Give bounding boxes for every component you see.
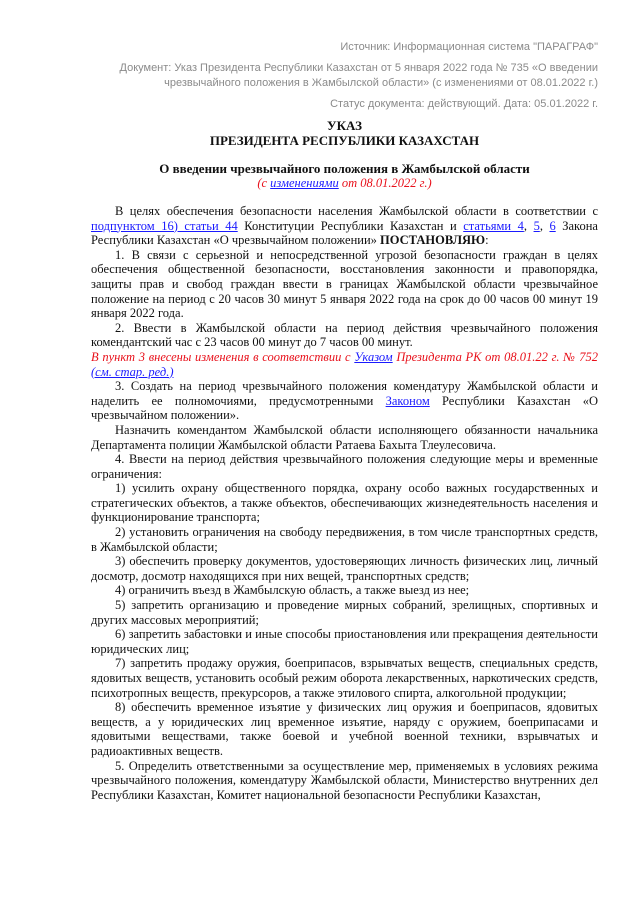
paragraph-3-text: 3. Создать на период чрезвычайного положения комендатуру Жамбылской области и наделить ее полномочиями, предусмотренными xyxy=(91,379,598,408)
document-info: Документ: Указ Президента Республики Казахстан от 5 января 2022 года № 735 «О введении чрезвычайного положения в Жамбылской области» (с изменениями от 08.01.2022 г.) xyxy=(119,62,598,89)
article-5-link[interactable]: 5 xyxy=(533,218,540,233)
decree-keyword: ПОСТАНОВЛЯЮ xyxy=(380,233,486,248)
measure-item: 6) запретить забастовки и иные способы приостановления или прекращения деятельности юридических лиц; xyxy=(91,627,598,656)
measure-item: 8) обеспечить временное изъятие у физических лиц оружия и боеприпасов, ядовитых веществ, а у юридических лиц временное изъятие, наряду с оружием, боеприпасами и ядовитыми веществами, также боевой и учебной военной техники, взрывчатых и радиоактивных веществ. xyxy=(91,700,598,758)
measure-item: 1) усилить охрану общественного порядка, охрану особо важных государственных и стратегических объектов, а также объектов, обеспечивающих жизнедеятельность населения и функционирование транспорта; xyxy=(91,481,598,525)
article-4-link[interactable]: статьями 4 xyxy=(463,218,524,233)
article-6-link[interactable]: 6 xyxy=(549,218,556,233)
preamble-text: Закона Республики Казахстан «О чрезвычайном положении» xyxy=(91,218,598,248)
separator: , xyxy=(523,218,534,233)
law-link[interactable]: Законом xyxy=(385,393,430,408)
paragraph-4: 4. Ввести на период действия чрезвычайного положения следующие меры и временные ограничения: xyxy=(91,452,598,481)
source-line: Источник: Информационная система "ПАРАГРАФ" xyxy=(340,41,598,53)
amend-pre: (с xyxy=(257,176,271,190)
constitution-link[interactable]: подпунктом 16) статьи 44 xyxy=(91,218,238,233)
paragraph-1: 1. В связи с серьезной и непосредственной угрозой безопасности граждан в целях обеспечения общественной безопасности, восстановления законности и правопорядка, защиты прав и свобод граждан ввести в границах Жамбылской области чрезвычайное положение на период с 20 часов 30 минут 5 января 2022 года на срок до 00 часов 00 минут 19 января 2022 года. xyxy=(91,247,598,321)
document-status: Статус документа: действующий. Дата: 05.01.2022 г. xyxy=(330,98,598,110)
paragraph-3-text: Республики Казахстан «О чрезвычайном положении». xyxy=(91,393,598,423)
change-note xyxy=(91,350,598,379)
amend-post: от 08.01.2022 г.) xyxy=(338,176,432,190)
preamble-end: : xyxy=(485,233,489,248)
separator: , xyxy=(539,218,550,233)
amendments-link[interactable]: изменениями xyxy=(270,176,339,190)
measure-item: 3) обеспечить проверку документов, удостоверяющих личность физических лиц, личный досмотр, досмотр находящихся при них вещей, транспортных средств; xyxy=(91,554,598,583)
paragraph-2: 2. Ввести в Жамбылской области на период действия чрезвычайного положения комендантский час с 23 часов 00 минут до 7 часов 00 минут. xyxy=(91,320,598,350)
paragraph-3-commandant: Назначить комендантом Жамбылской области исполняющего обязанности начальника Департамента полиции Жамбылской области Ратаева Бахыта Тлеулесовича. xyxy=(91,422,598,452)
change-note-text: Президента РК от 08.01.22 г. № 752 xyxy=(392,349,598,364)
paragraph-5: 5. Определить ответственными за осуществление мер, применяемых в условиях режима чрезвычайного положения, комендатуру Жамбылской области, Министерство внутренних дел Республики Казахстан, Комитет национальной безопасности Республики Казахстан, xyxy=(91,758,598,802)
title-line1: УКАЗ xyxy=(327,118,362,133)
page xyxy=(91,0,598,802)
measure-item: 2) установить ограничения на свободу передвижения, в том числе транспортных средств, в Жамбылской области; xyxy=(91,525,598,554)
measure-item: 5) запретить организацию и проведение мирных собраний, зрелищных, спортивных и других массовых мероприятий; xyxy=(91,598,598,627)
paragraph-3 xyxy=(91,379,598,423)
change-note-text: В пункт 3 внесены изменения в соответствии с xyxy=(91,349,355,364)
old-edition-link[interactable]: (см. стар. ред.) xyxy=(91,364,174,379)
amendment-note xyxy=(91,176,598,190)
measure-item: 4) ограничить въезд в Жамбылскую область, а также выезд из нее; xyxy=(115,583,470,598)
title-line2: ПРЕЗИДЕНТА РЕСПУБЛИКИ КАЗАХСТАН xyxy=(209,133,480,148)
preamble xyxy=(91,204,598,248)
document-body xyxy=(91,118,598,802)
document-subtitle: О введении чрезвычайного положения в Жамбылской области xyxy=(159,161,530,176)
decree-link[interactable]: Указом xyxy=(354,349,393,364)
preamble-text: Конституции Республики Казахстан и xyxy=(237,218,464,233)
preamble-text: В целях обеспечения безопасности населения Жамбылской области в соответствии с xyxy=(115,204,598,218)
measure-item: 7) запретить продажу оружия, боеприпасов, взрывчатых веществ, специальных средств, ядовитых веществ, установить особый режим оборота лекарственных, наркотических средств, психотропных веществ, прекурсоров, а также этилового спирта, алкогольной продукции; xyxy=(91,656,598,700)
